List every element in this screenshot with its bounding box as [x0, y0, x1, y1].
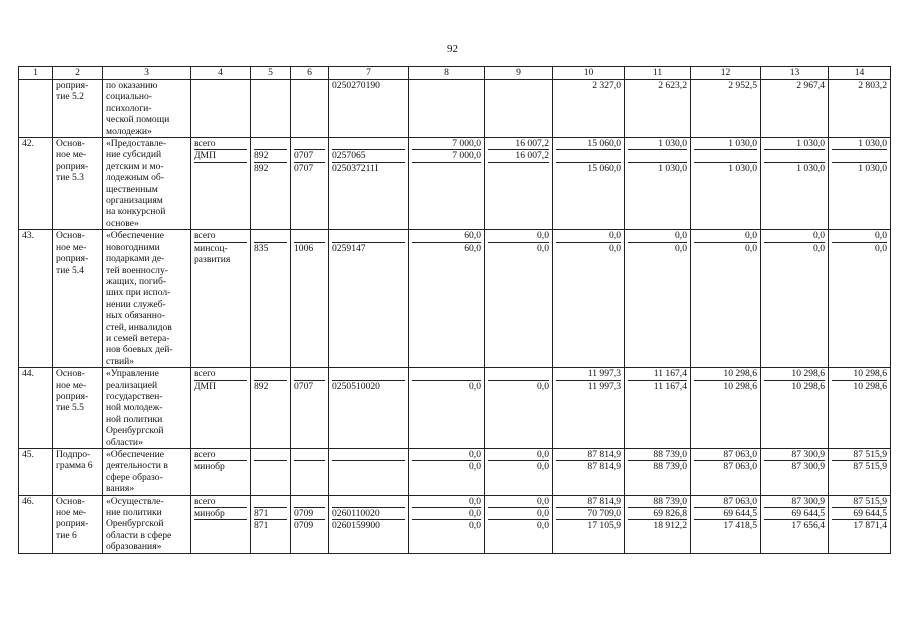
value-cell-c12: [691, 80, 761, 138]
row-type: Подпро- грамма 6: [56, 449, 93, 472]
value: [254, 368, 287, 380]
executor: минсоц- развития: [194, 242, 231, 266]
value: 88 739,0: [628, 496, 687, 508]
table-row: [19, 368, 891, 449]
row-name: «Предоставле- ние субсидий детским и мо- лодежным об- щественным организациям на конкурсной основе»: [106, 138, 167, 229]
value: [332, 368, 405, 380]
value-cell-c12: [691, 230, 761, 368]
value-cell-c5: [251, 80, 291, 138]
executor: минобр: [194, 508, 247, 520]
value: 10 298,6: [723, 380, 757, 392]
value: 0709: [294, 520, 314, 532]
value: 1 030,0: [858, 162, 887, 174]
row-name: «Обеспечение новогодними подарками де- тей военнослу- жащих, погиб- ших при испол- нении служеб- ных обязанно- стей, инвалидов и семей ветера- нов боевых дей- ствий»: [106, 230, 173, 367]
executor-cell: [191, 368, 251, 449]
value: [254, 80, 287, 91]
value-cell-c13: [761, 449, 829, 496]
executor: минобр: [194, 461, 225, 473]
value: 87 515,9: [832, 496, 887, 508]
executor-cell: [191, 230, 251, 368]
value-cell-c6: [291, 449, 329, 496]
row-name-cell: [103, 495, 191, 553]
value: 2 623,2: [658, 80, 687, 91]
column-header: 3: [103, 67, 191, 80]
row-type-cell: [53, 138, 103, 230]
row-name: «Осуществле- ние политики Оренбургской области в сфере образования»: [106, 495, 172, 553]
value: [488, 80, 549, 91]
value: 87 300,9: [764, 449, 825, 461]
value-cell-c14: [829, 230, 891, 368]
row-number: 46.: [22, 495, 34, 507]
value: 69 644,5: [764, 508, 825, 520]
row-number-cell: [19, 449, 53, 496]
column-header: 11: [625, 67, 691, 80]
value-cell-c6: [291, 80, 329, 138]
value: [832, 150, 887, 162]
executor: [194, 80, 247, 91]
row-type: Основ- ное ме- роприя- тие 5.4: [56, 230, 89, 276]
value-cell-c8: [409, 138, 485, 230]
value: 0,0: [764, 230, 825, 242]
value: 69 826,8: [628, 508, 687, 520]
row-number-cell: [19, 230, 53, 368]
column-header: 1: [19, 67, 53, 80]
value: 0250510020: [332, 380, 380, 392]
value: 10 298,6: [764, 368, 825, 380]
column-header: 5: [251, 67, 291, 80]
value: 60,0: [412, 230, 481, 242]
value: [412, 80, 481, 91]
budget-table: [18, 66, 891, 554]
value-cell-c10: [553, 449, 625, 496]
value-cell-c8: [409, 230, 485, 368]
value-cell-c6: [291, 368, 329, 449]
value: [254, 138, 287, 150]
value: 0,0: [832, 230, 887, 242]
value: 1 030,0: [764, 138, 825, 150]
value: 10 298,6: [832, 368, 887, 380]
value: 10 298,6: [791, 380, 825, 392]
value-cell-c9: [485, 368, 553, 449]
value: [764, 150, 825, 162]
value: 87 300,9: [764, 496, 825, 508]
executor: ДМП: [194, 380, 217, 392]
column-header: 7: [329, 67, 409, 80]
value-cell-c12: [691, 138, 761, 230]
value: 0,0: [469, 461, 481, 473]
value: 0,0: [537, 242, 549, 254]
value-cell-c12: [691, 495, 761, 553]
value: 2 803,2: [858, 80, 887, 91]
value: 835: [254, 242, 269, 254]
value-cell-c13: [761, 368, 829, 449]
value: 1 030,0: [694, 138, 757, 150]
row-name-cell: [103, 138, 191, 230]
value: 0,0: [556, 230, 621, 242]
executor: ДМП: [194, 150, 247, 162]
value: [294, 496, 325, 508]
column-header: 12: [691, 67, 761, 80]
value-cell-c14: [829, 449, 891, 496]
value: 87 063,0: [723, 461, 757, 473]
value: [332, 230, 405, 242]
executor: [194, 163, 247, 174]
value: 16 007,2: [488, 150, 549, 162]
row-number: 43.: [22, 230, 34, 242]
row-number-cell: [19, 368, 53, 449]
executor-cell: [191, 449, 251, 496]
value: 0,0: [469, 380, 481, 392]
value: 0,0: [675, 242, 687, 254]
row-name: по оказанию социально- психологи- ческой помощи молодежи»: [106, 80, 170, 137]
value: [294, 230, 325, 242]
value: 1 030,0: [728, 162, 757, 174]
value-cell-c7: [329, 230, 409, 368]
value-cell-c9: [485, 449, 553, 496]
value-cell-c14: [829, 138, 891, 230]
column-header: 13: [761, 67, 829, 80]
value: 0707: [294, 162, 314, 174]
value: 2 967,4: [796, 80, 825, 91]
value-cell-c11: [625, 495, 691, 553]
value: [488, 368, 549, 380]
value: 88 739,0: [653, 461, 687, 473]
value-cell-c8: [409, 495, 485, 553]
table-row: [19, 230, 891, 368]
header-row: [19, 67, 891, 80]
value: [694, 150, 757, 162]
value-cell-c11: [625, 138, 691, 230]
value: 871: [254, 508, 287, 520]
value: 0,0: [537, 380, 549, 392]
column-header: 6: [291, 67, 329, 80]
value: [332, 496, 405, 508]
column-header: 2: [53, 67, 103, 80]
value: 0,0: [412, 496, 481, 508]
value-cell-c9: [485, 80, 553, 138]
value: 7 000,0: [412, 138, 481, 150]
value-cell-c8: [409, 368, 485, 449]
value: [412, 163, 481, 174]
value: 0,0: [875, 242, 887, 254]
value: 0250270190: [332, 80, 380, 91]
value: 17 105,9: [587, 520, 621, 532]
value: 87 814,9: [556, 496, 621, 508]
value: 10 298,6: [694, 368, 757, 380]
value: 1 030,0: [658, 162, 687, 174]
value-cell-c14: [829, 495, 891, 553]
value: 70 709,0: [556, 508, 621, 520]
value: 17 656,4: [791, 520, 825, 532]
value: 60,0: [464, 242, 481, 254]
row-type-cell: [53, 495, 103, 553]
value-cell-c7: [329, 495, 409, 553]
row-name: «Обеспечение деятельности в сфере образо- вания»: [106, 449, 168, 495]
row-type: роприя- тие 5.2: [56, 80, 89, 103]
value-cell-c9: [485, 495, 553, 553]
value: 15 060,0: [556, 138, 621, 150]
row-type: Основ- ное ме- роприя- тие 5.5: [56, 368, 89, 414]
row-name-cell: [103, 368, 191, 449]
value-cell-c11: [625, 230, 691, 368]
value-cell-c6: [291, 495, 329, 553]
value: 0,0: [488, 496, 549, 508]
executor-cell: [191, 80, 251, 138]
value-cell-c5: [251, 138, 291, 230]
value: 2 327,0: [592, 80, 621, 91]
value-cell-c9: [485, 138, 553, 230]
value: 892: [254, 162, 269, 174]
value-cell-c10: [553, 138, 625, 230]
value-cell-c5: [251, 368, 291, 449]
column-header: 8: [409, 67, 485, 80]
value: 0259147: [332, 242, 366, 254]
value-cell-c7: [329, 449, 409, 496]
page-number: 92: [447, 43, 458, 55]
value: 87 515,9: [853, 461, 887, 473]
executor: всего: [194, 496, 247, 508]
value: 11 167,4: [653, 380, 687, 392]
column-header: 4: [191, 67, 251, 80]
value: [294, 368, 325, 380]
value-cell-c6: [291, 230, 329, 368]
row-name-cell: [103, 449, 191, 496]
value: 1 030,0: [628, 138, 687, 150]
value: 0,0: [537, 520, 549, 532]
value-cell-c7: [329, 80, 409, 138]
value: 1 030,0: [832, 138, 887, 150]
value-cell-c6: [291, 138, 329, 230]
value: 0,0: [628, 230, 687, 242]
value: 69 644,5: [832, 508, 887, 520]
executor-cell: [191, 138, 251, 230]
value-cell-c5: [251, 449, 291, 496]
value: 0260110020: [332, 508, 405, 520]
value: [254, 230, 287, 242]
value-cell-c14: [829, 368, 891, 449]
value: [412, 368, 481, 380]
value: [254, 449, 287, 461]
value: 87 063,0: [694, 449, 757, 461]
value: [332, 138, 405, 150]
value: 0,0: [412, 508, 481, 520]
row-name-cell: [103, 230, 191, 368]
column-header: 10: [553, 67, 625, 80]
value: 1 030,0: [796, 162, 825, 174]
value-cell-c5: [251, 230, 291, 368]
value-cell-c10: [553, 230, 625, 368]
row-type: Основ- ное ме- роприя- тие 6: [56, 495, 89, 541]
value: [294, 449, 325, 461]
column-header: 9: [485, 67, 553, 80]
value-cell-c11: [625, 80, 691, 138]
value-cell-c13: [761, 138, 829, 230]
value: 0,0: [488, 508, 549, 520]
row-number-cell: [19, 495, 53, 553]
value-cell-c9: [485, 230, 553, 368]
value: 1006: [294, 242, 314, 254]
row-number-cell: [19, 138, 53, 230]
value: 025037211I: [332, 162, 379, 174]
table-row: [19, 449, 891, 496]
value-cell-c13: [761, 230, 829, 368]
row-number-cell: [19, 80, 53, 138]
row-number: 42.: [22, 138, 34, 150]
executor: всего: [194, 138, 247, 150]
value-cell-c12: [691, 449, 761, 496]
value-cell-c11: [625, 449, 691, 496]
value: 88 739,0: [628, 449, 687, 461]
value-cell-c14: [829, 80, 891, 138]
row-number: 45.: [22, 449, 34, 460]
value-cell-c13: [761, 495, 829, 553]
row-type-cell: [53, 449, 103, 496]
value: 0,0: [488, 449, 549, 461]
value: [556, 150, 621, 162]
value: [332, 449, 405, 461]
value: 892: [254, 150, 287, 162]
value-cell-c8: [409, 80, 485, 138]
value: 18 912,2: [653, 520, 687, 532]
value: 0707: [294, 150, 325, 162]
value: 87 300,9: [791, 461, 825, 473]
value: [294, 138, 325, 150]
value: 11 997,3: [556, 368, 621, 380]
value: 17 871,4: [853, 520, 887, 532]
value: 0,0: [745, 242, 757, 254]
value-cell-c10: [553, 368, 625, 449]
table-row: [19, 138, 891, 230]
table-row: [19, 80, 891, 138]
value-cell-c10: [553, 495, 625, 553]
value: 7 000,0: [412, 150, 481, 162]
row-number: 44.: [22, 368, 34, 380]
executor: [194, 520, 247, 531]
value: [294, 461, 325, 472]
row-name-cell: [103, 80, 191, 138]
row-type-cell: [53, 80, 103, 138]
value-cell-c11: [625, 368, 691, 449]
value: 10 298,6: [853, 380, 887, 392]
table-row: [19, 495, 891, 553]
row-type-cell: [53, 230, 103, 368]
value: 0,0: [412, 449, 481, 461]
value: [254, 461, 287, 472]
value: 0260159900: [332, 520, 380, 532]
row-type: Основ- ное ме- роприя- тие 5.3: [56, 138, 89, 184]
value: 87 814,9: [556, 449, 621, 461]
value: 87 814,9: [587, 461, 621, 473]
value: 0,0: [609, 242, 621, 254]
value: [254, 496, 287, 508]
value-cell-c12: [691, 368, 761, 449]
value: 0,0: [469, 520, 481, 532]
value: 0709: [294, 508, 325, 520]
value: 69 644,5: [694, 508, 757, 520]
value: 11 167,4: [628, 368, 687, 380]
value: 0257065: [332, 150, 405, 162]
row-type-cell: [53, 368, 103, 449]
value: [488, 163, 549, 174]
value: 11 997,3: [587, 380, 621, 392]
value-cell-c10: [553, 80, 625, 138]
column-header: 14: [829, 67, 891, 80]
executor: всего: [194, 449, 247, 461]
value: [332, 461, 405, 472]
row-name: «Управление реализацией государствен- ной молодеж- ной политики Оренбургской области»: [106, 368, 164, 448]
value: 0,0: [537, 461, 549, 473]
value-cell-c5: [251, 495, 291, 553]
value-cell-c13: [761, 80, 829, 138]
value-cell-c8: [409, 449, 485, 496]
value-cell-c7: [329, 368, 409, 449]
value: 87 063,0: [694, 496, 757, 508]
value: 87 515,9: [832, 449, 887, 461]
value-cell-c7: [329, 138, 409, 230]
value: 15 060,0: [587, 162, 621, 174]
value: 0,0: [488, 230, 549, 242]
value: 17 418,5: [723, 520, 757, 532]
executor: всего: [194, 368, 247, 380]
value: 0,0: [813, 242, 825, 254]
value: 16 007,2: [488, 138, 549, 150]
executor: всего: [194, 230, 247, 242]
value: [294, 80, 325, 91]
value: 2 952,5: [728, 80, 757, 91]
value: 892: [254, 380, 269, 392]
executor-cell: [191, 495, 251, 553]
value: 0,0: [694, 230, 757, 242]
value: 0707: [294, 380, 314, 392]
value: [628, 150, 687, 162]
value: 871: [254, 520, 269, 532]
